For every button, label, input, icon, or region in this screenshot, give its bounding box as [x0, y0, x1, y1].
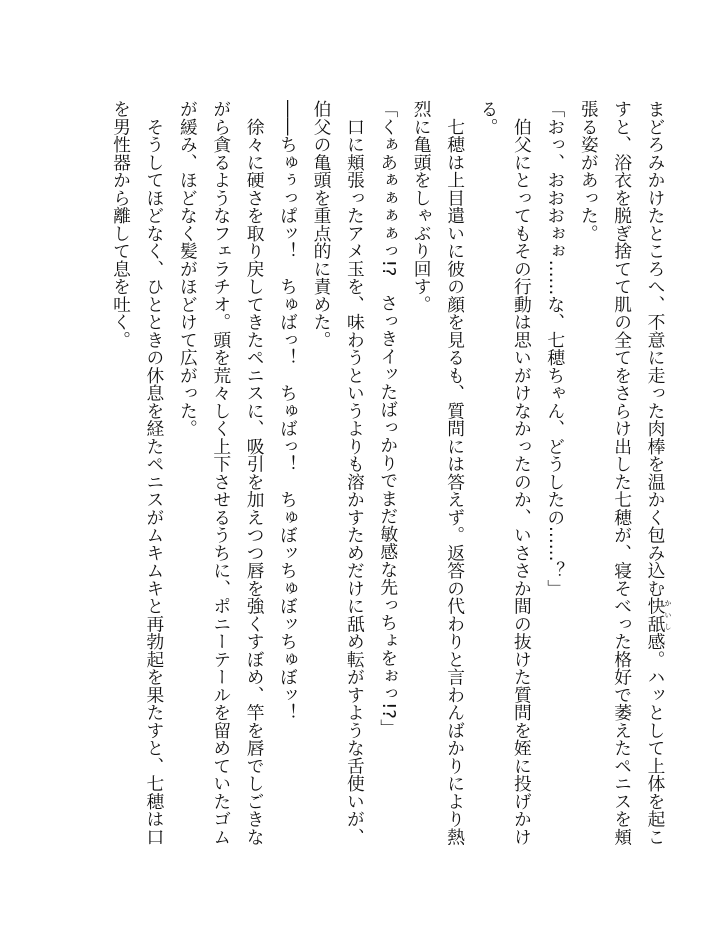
- paragraph: 徐々に硬さを取り戻してきたペニスに、吸引を加えつつ唇を強くすぼめ、竿を唇でしごきながら貪るようなフェラチオ。頭を荒々しく上下させるうちに、ポニーテールを留めていたゴムが緩み、ほどなく髪がほどけて広がった。: [177, 100, 265, 846]
- sound-effect-paragraph: ――ちゅぅっぱッ！ ちゅばっ！ ちゅばっ！ ちゅぼッちゅぼッちゅぼッ！: [277, 100, 298, 722]
- text-segment: 感。ハッとして上体を起こすと、浴衣を脱ぎ捨てて肌の全てをさらけ出した七穂が、寝そべった格好で萎えたペニスを頬張る姿があった。: [578, 100, 665, 846]
- text-segment: まどろみかけたところへ、不意に走った肉棒を温かく包み込む: [645, 100, 665, 597]
- paragraph: 七穂は上目遣いに彼の顔を見るも、質問には答えず。返答の代わりと言わんばかりにより熱烈に亀頭をしゃぶり回す。: [411, 100, 465, 846]
- ruby-reading: かいし: [664, 597, 672, 633]
- paragraph: そうしてほどなく、ひとときの休息を経たペニスがムキムキと再勃起を果たすと、七穂は口を男性器から離して息を吐く。: [110, 100, 164, 846]
- ruby-base: 快舐: [645, 597, 665, 633]
- paragraph: 口に頬張ったアメ玉を、味わうというよりも溶かすためだけに舐め転がすような舌使いが、伯父の亀頭を重点的に責めた。: [310, 100, 365, 846]
- vertical-text-page: [92, 100, 672, 846]
- dialogue-paragraph: 「くぁあぁぁぁぁっ!? さっきイッたばっかりでまだ敏感な先っちょをぉっ!?」: [377, 100, 398, 737]
- ruby-word: [645, 597, 672, 633]
- dialogue-paragraph: 「おっ、おおおぉぉ……な、七穂ちゃん、どうしたの……？」: [544, 100, 565, 597]
- paragraph: 伯父にとってもその行動は思いがけなかったのか、いささか間の抜けた質問を姪に投げかける。: [477, 100, 532, 846]
- paragraph: [571, 100, 672, 846]
